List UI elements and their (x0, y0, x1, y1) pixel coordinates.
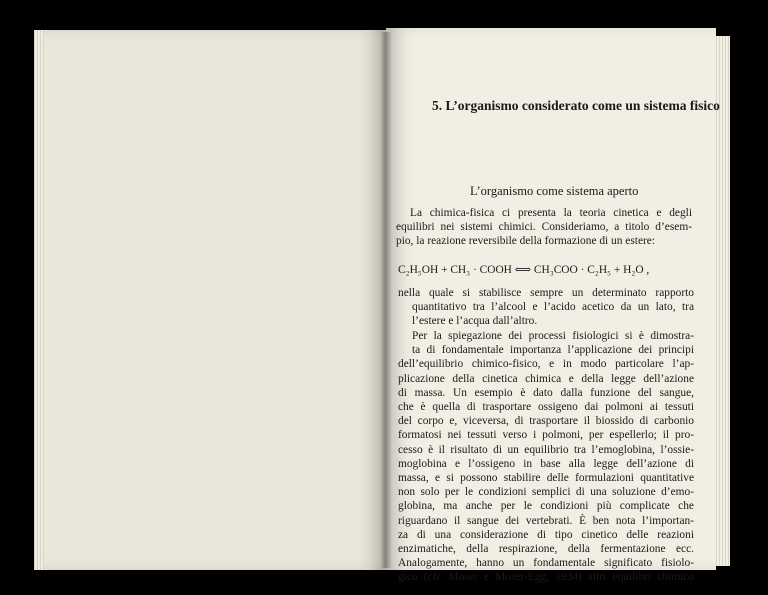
text-line: Analogamente, hanno un fondamentale significato fisiolo- (398, 557, 694, 570)
text-line: massa, e si possono stabilire delle formulazioni quantitative (398, 472, 694, 485)
chapter-title: 5. L’organismo considerato come un sistema fisico (432, 98, 720, 113)
left-page-edge (34, 30, 44, 570)
text-line: non solo per le condizioni semplici di una soluzione d’emo- (398, 486, 694, 499)
text-line: riguardano il sangue dei vertebrati. È ben nota l’importan- (398, 514, 694, 527)
chemical-equation: C₂H₅OH + CH₃ · COOH ⟺ CH₃COO · C₂H₅ + H₂O , (398, 264, 650, 276)
text-line: del corpo e, viceversa, di trasportare il biossido di carbonio (398, 415, 694, 428)
text-line: quantitativo tra l’alcool e l’acido acetico da un lato, tra (412, 301, 694, 314)
text-line: enzimatiche, della respirazione, della fermentazione ecc. (398, 543, 694, 556)
text-line: gico (cfr. Moser e Moser-Egg, 1934) altri equilibri chimico (398, 571, 694, 584)
text-line: pio, la reazione reversibile della formazione di un estere: (396, 235, 656, 248)
text-line: za di una considerazione di tipo cinetico delle reazioni (398, 528, 694, 541)
text-line: dell’equilibrio chimico-fisico, e in modo particolare l’ap- (398, 358, 694, 371)
text-line: ta di fondamentale importanza l’applicazione dei principi (412, 344, 694, 357)
book-gutter (380, 32, 392, 568)
text-line: nella quale si stabilisce sempre un determinato rapporto (398, 287, 694, 299)
paragraph-equilibrium (398, 286, 694, 329)
text-line: globina, ma anche per le condizioni più complicate che (398, 500, 694, 513)
text-line: moglobina e l’ossigeno in base alla legge dell’azione di (398, 457, 694, 470)
text-line: plicazione della cinetica chimica e della legge dell’azione (398, 372, 694, 385)
paragraph-intro (396, 206, 692, 249)
text-line: l’estere e l’acqua dall’altro. (412, 315, 538, 328)
text-line: di massa. Un esempio è dato dalla funzione del sangue, (398, 386, 694, 399)
left-page (34, 30, 386, 570)
text-line: che è quella di trasportare ossigeno dai polmoni ai tessuti (398, 401, 694, 414)
text-line: formatosi nei tessuti verso i polmoni, per espellerlo; il pro- (398, 429, 694, 442)
paragraph-physiology (398, 329, 694, 585)
text-line: La chimica-fisica ci presenta la teoria cinetica e degli (410, 207, 692, 219)
section-title: L’organismo come sistema aperto (470, 184, 639, 198)
text-line: cesso è il risultato di un equilibrio tra l’emoglobina, l’ossie- (398, 443, 694, 456)
text-line: Per la spiegazione dei processi fisiologici si è dimostra- (412, 330, 694, 342)
text-line: equilibri nei sistemi chimici. Consideriamo, a titolo d’esem- (396, 221, 692, 234)
right-page-edge (716, 36, 730, 566)
